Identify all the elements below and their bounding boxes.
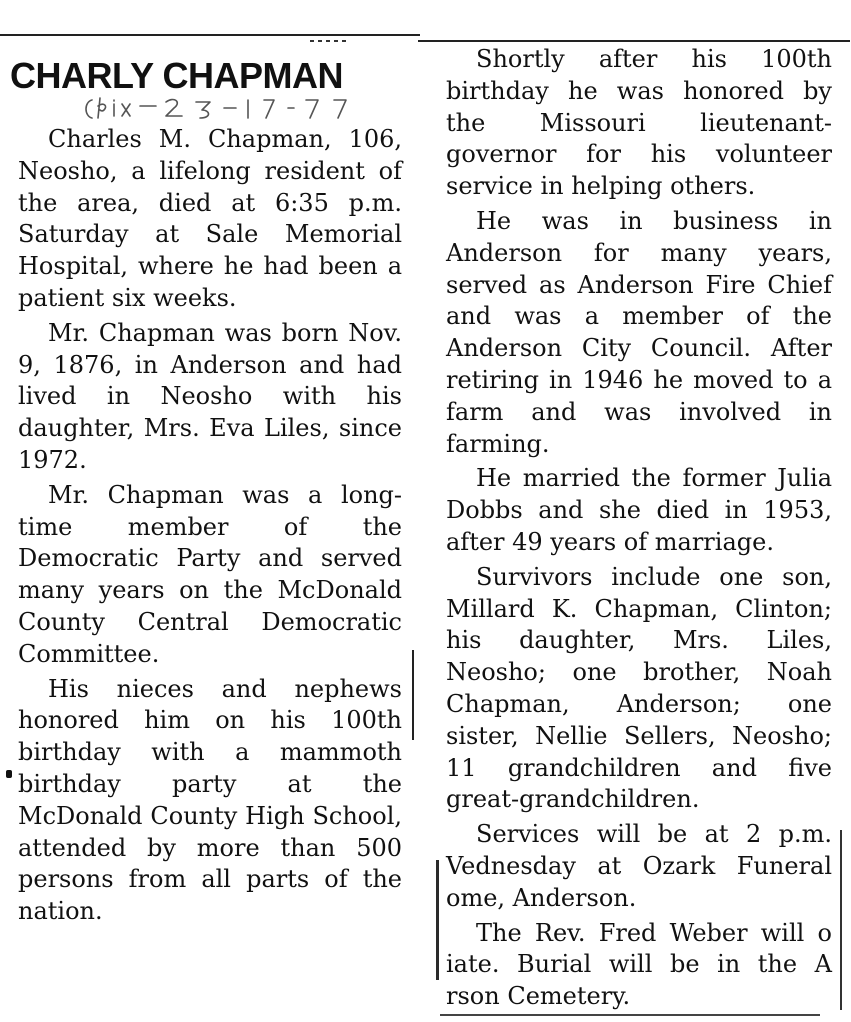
scan-speck <box>6 770 12 778</box>
paragraph-death-notice: Charles M. Chapman, 106, Neosho, a lifelong resident of the area, died at 6:35 p.m. Saturday at Sale Memorial Hospital, where he had been a patient six weeks. <box>18 125 402 312</box>
bottom-rule <box>440 1014 820 1016</box>
right-edge-rule <box>840 830 842 1010</box>
paragraph-marriage: He married the former Julia Dobbs and she died in 1953, after 49 years of marriage. <box>446 464 832 556</box>
top-rule-dashed <box>310 40 350 42</box>
paragraph-political-service: Mr. Chapman was a long-time member of the Democratic Party and served many years on the McDonald County Central Democratic Committee. <box>18 480 402 668</box>
right-column <box>446 44 832 1013</box>
paragraph-officiant-burial: The Rev. Fred Weber will o iate. Burial will be in the A rson Cemetery. <box>446 918 832 1011</box>
headline: CHARLY CHAPMAN <box>10 55 344 96</box>
top-rule-right <box>418 40 850 42</box>
paragraph-services: Services will be at 2 p.m. Vednesday at Ozark Funeral ome, Anderson. <box>446 820 832 912</box>
top-rule-left <box>0 34 420 36</box>
paragraph-survivors: Survivors include one son, Millard K. Chapman, Clinton; his daughter, Mrs. Liles, Neosho; one brother, Noah Chapman, Anderson; one sister, Nellie Sellers, Neosho; 11 grandchildren and five great-grandchildren. <box>446 562 832 814</box>
handwritten-date-annotation <box>78 92 398 126</box>
paragraph-birth: Mr. Chapman was born Nov. 9, 1876, in Anderson and had lived in Neosho with his daughter, Mrs. Eva Liles, since 1972. <box>18 318 402 474</box>
column-divider-mark <box>412 650 414 740</box>
paragraph-birthday-party: His nieces and nephews honored him on his 100th birthday with a mammoth birthday party at the McDonald County High School, attended by more than 500 persons from all parts of the nation. <box>18 674 402 926</box>
paragraph-business: He was in business in Anderson for many years, served as Anderson Fire Chief and was a member of the Anderson City Council. After retiring in 1946 he moved to a farm and was involved in farming. <box>446 206 832 458</box>
scan-edge-mark <box>436 860 439 980</box>
left-column <box>18 124 402 928</box>
paragraph-honor: Shortly after his 100th birthday he was honored by the Missouri lieutenant-governor for his volunteer service in helping others. <box>446 45 832 201</box>
